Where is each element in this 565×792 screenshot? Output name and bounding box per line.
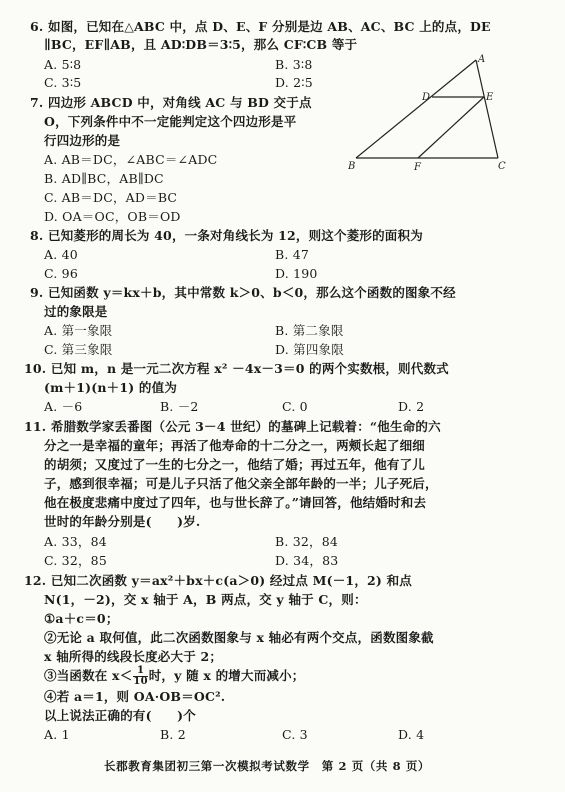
q10-option-a: A. －6 (44, 399, 83, 414)
q9-option-d: D. 第四象限 (275, 342, 344, 357)
q12-statement-3 (44, 666, 305, 687)
q6-line1: 6. 如图，已知在△ABC 中，点 D、E、F 分别是边 AB、AC、BC 上的点，DE (30, 19, 491, 34)
label-b: B (348, 161, 356, 172)
label-c: C (498, 161, 506, 172)
fraction (133, 666, 147, 687)
q12-statement-1: ①a＋c＝0； (44, 611, 119, 626)
q10-option-b: B. －2 (160, 399, 199, 414)
q9-option-b: B. 第二象限 (275, 323, 344, 338)
q12-final-line: 以上说法正确的有( )个 (44, 708, 196, 723)
label-d: D (422, 92, 431, 103)
label-f: F (414, 162, 421, 173)
q11-line6: 世时的年龄分别是( )岁. (44, 514, 201, 529)
q11-option-a: A. 33，84 (44, 534, 107, 549)
q8-line1: 8. 已知菱形的周长为 40，一条对角线长为 12，则这个菱形的面积为 (30, 228, 423, 243)
q6-line2: ∥BC，EF∥AB，且 AD∶DB＝3∶5，那么 CF∶CB 等于 (44, 37, 358, 52)
q12-option-a: A. 1 (44, 727, 70, 742)
q12-option-c: C. 3 (282, 727, 308, 742)
q7-option-b: B. AD∥BC，AB∥DC (44, 171, 164, 186)
q7-option-c: C. AB＝DC，AD＝BC (44, 190, 178, 205)
q9-option-c: C. 第三象限 (44, 342, 113, 357)
q9-option-a: A. 第一象限 (44, 323, 113, 338)
q12-statement-4: ④若 a＝1，则 OA·OB＝OC². (44, 689, 226, 704)
q12-statement-2a: ②无论 a 取何值，此二次函数图象与 x 轴必有两个交点，函数图象截 (44, 630, 434, 645)
q8-option-a: A. 40 (44, 247, 78, 262)
q7-option-d: D. OA＝OC，OB＝OD (44, 209, 181, 224)
q10-line1: 10. 已知 m，n 是一元二次方程 x² －4x－3＝0 的两个实数根，则代数式 (24, 361, 449, 376)
q11-option-b: B. 32，84 (275, 534, 339, 549)
q7-option-a: A. AB＝DC，∠ABC＝∠ADC (44, 152, 218, 167)
q12-option-b: B. 2 (160, 727, 186, 742)
fraction-numerator: 1 (133, 666, 147, 677)
q10-line2: (m＋1)(n＋1) 的值为 (44, 380, 178, 395)
q11-line5: 他在极度悲痛中度过了四年，也与世长辞了。”请回答，他结婚时和去 (44, 495, 427, 510)
q12-line1: 12. 已知二次函数 y＝ax²＋bx＋c(a＞0) 经过点 M(－1，2) 和点 (24, 573, 412, 588)
q11-option-d: D. 34，83 (275, 553, 339, 568)
q12-line2: N(1，－2)，交 x 轴于 A，B 两点，交 y 轴于 C，则： (44, 592, 367, 607)
label-a: A (478, 54, 486, 65)
page-footer: 长郡教育集团初三第一次模拟考试数学 第 2 页（共 8 页） (104, 759, 431, 773)
q11-line3: 的胡须；又度过了一生的七分之一，他结了婚；再过五年，他有了儿 (44, 457, 426, 472)
q12-option-d: D. 4 (398, 727, 425, 742)
q8-option-c: C. 96 (44, 266, 78, 281)
q6-option-c: C. 3∶5 (44, 75, 82, 90)
q11-line4: 子，感到很幸福；可是儿子只活了他父亲全部年龄的一半；儿子死后， (44, 476, 438, 491)
fraction-denominator: 10 (133, 676, 148, 687)
q7-line2: O，下列条件中不一定能判定这个四边形是平 (44, 114, 297, 129)
q11-line2: 分之一是幸福的童年；再活了他寿命的十二分之一，两颊长起了细细 (44, 438, 426, 453)
q12-statement-3-part2: 时，y 随 x 的增大而减小； (148, 668, 305, 683)
q9-line2: 过的象限是 (44, 304, 108, 319)
q12-statement-2b: x 轴所得的线段长度必大于 2； (44, 649, 223, 664)
side-ac (476, 60, 498, 158)
q7-line1: 7. 四边形 ABCD 中，对角线 AC 与 BD 交于点 (30, 95, 312, 110)
q12-statement-3-part1: ③当函数在 x＜ (44, 668, 133, 683)
q11-option-c: C. 32，85 (44, 553, 107, 568)
label-e: E (486, 92, 494, 103)
q8-option-d: D. 190 (275, 266, 318, 281)
q6-option-d: D. 2∶5 (275, 75, 313, 90)
q11-line1: 11. 希腊数学家丢番图（公元 3－4 世纪）的墓碑上记载着：“他生命的六 (24, 419, 441, 434)
q8-option-b: B. 47 (275, 247, 310, 262)
triangle-figure (348, 54, 508, 174)
q6-option-b: B. 3∶8 (275, 57, 313, 72)
q7-line3: 行四边形的是 (44, 133, 121, 148)
q10-option-c: C. 0 (282, 399, 308, 414)
q6-option-a: A. 5∶8 (44, 57, 82, 72)
segment-ef (418, 97, 484, 158)
q9-line1: 9. 已知函数 y＝kx＋b，其中常数 k＞0、b＜0，那么这个函数的图象不经 (30, 285, 456, 300)
side-ab (356, 60, 476, 158)
q10-option-d: D. 2 (398, 399, 425, 414)
